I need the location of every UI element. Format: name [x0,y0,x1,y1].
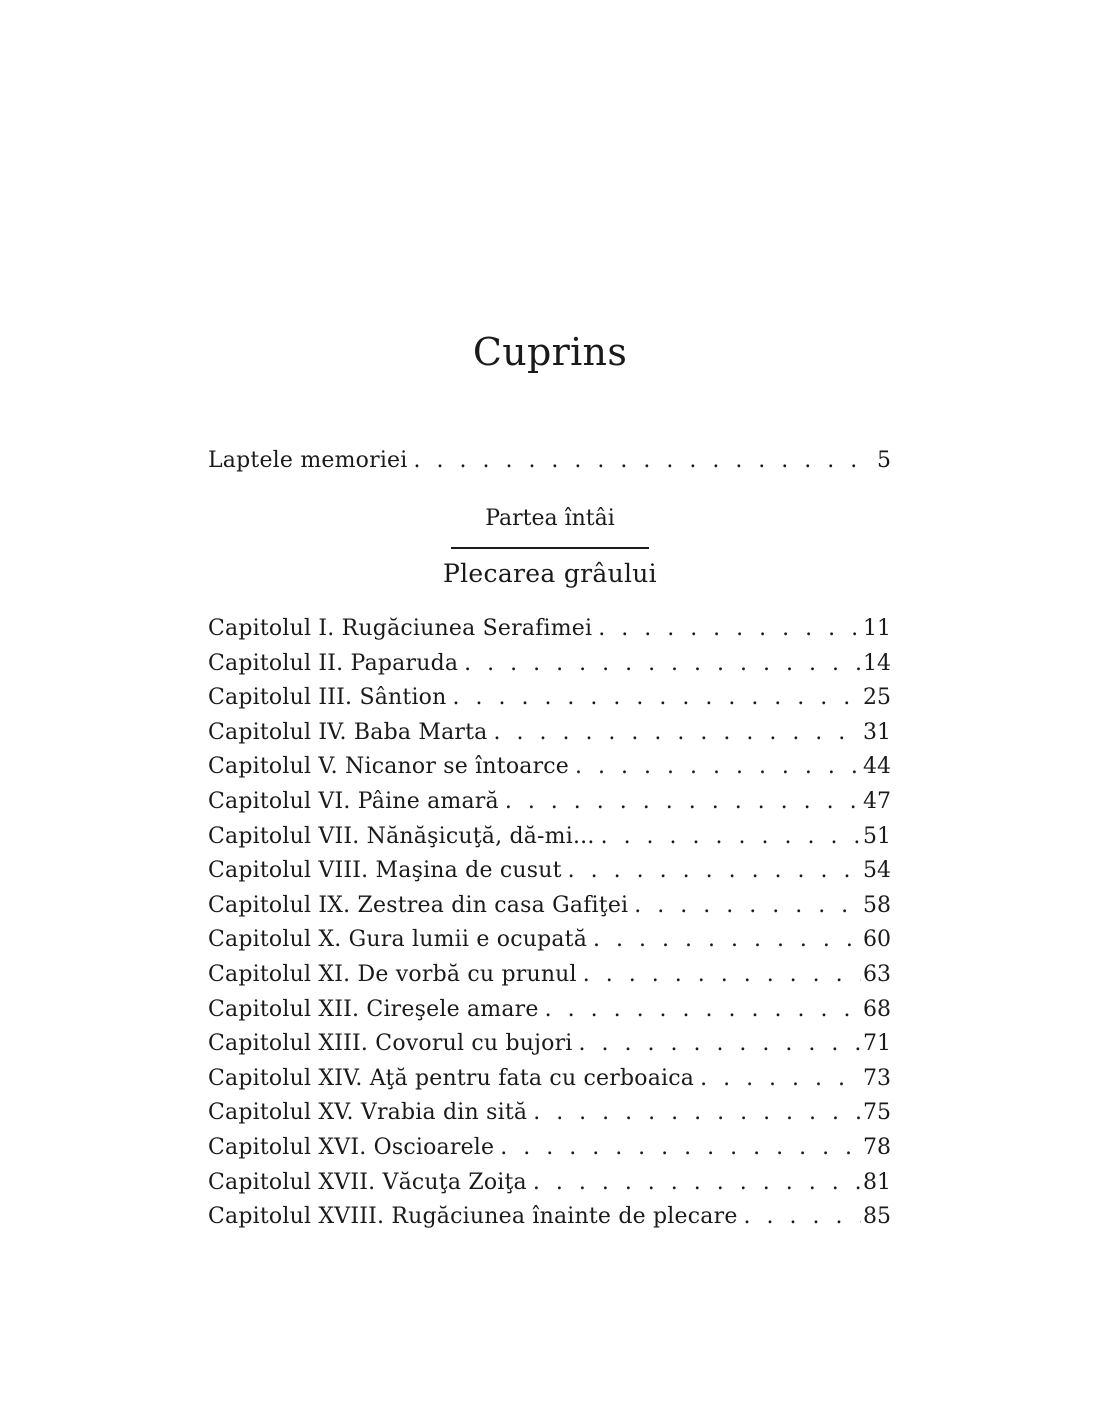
toc-entry-title: Capitolul VI. Pâine amară [208,788,499,814]
toc-entry[interactable] [208,958,891,993]
toc-entry[interactable] [208,820,891,855]
toc-entry-page: 68 [863,996,891,1022]
dot-leader [505,785,861,820]
dot-leader [533,1166,861,1201]
toc-entry[interactable] [208,1062,891,1097]
toc-entry-page: 85 [863,1204,891,1230]
toc-entry-title: Capitolul X. Gura lumii e ocupată [208,927,588,953]
toc-entry-title: Capitolul VIII. Maşina de cusut [208,858,562,884]
toc-entry[interactable] [208,1131,891,1166]
toc-entry-title: Capitolul XIV. Aţă pentru fata cu cerboaica [208,1065,695,1091]
toc-entry-page: 44 [863,754,891,780]
toc-entry[interactable] [208,785,891,820]
toc-entry-page: 54 [863,858,891,884]
toc-entry-page: 71 [863,1031,891,1057]
toc-entry[interactable] [208,681,891,716]
part-label: Partea întâi [485,506,615,531]
toc-entry[interactable] [208,444,891,479]
toc-entry-title: Capitolul XV. Vrabia din sită [208,1100,528,1126]
toc-entry-page: 25 [863,685,891,711]
toc-entry[interactable] [208,1096,891,1131]
dot-leader [593,923,861,958]
toc-entry[interactable] [208,750,891,785]
toc-entry[interactable] [208,647,891,682]
toc-entry-page: 73 [863,1065,891,1091]
toc-entry-title: Capitolul II. Paparuda [208,650,459,676]
toc-entry-title: Capitolul I. Rugăciunea Serafimei [208,616,593,641]
toc-entry-page: 81 [863,1169,891,1195]
dot-leader [453,681,862,716]
toc-entry-title: Capitolul XVIII. Rugăciunea înainte de plecare [208,1204,738,1230]
dot-leader [494,716,862,751]
dot-leader [700,1062,861,1097]
toc-entry[interactable] [208,854,891,889]
toc-entry[interactable] [208,1027,891,1062]
toc-intro [208,444,891,479]
toc-entry-page: 51 [863,823,891,849]
toc-entry-title: Capitolul III. Sântion [208,685,447,711]
dot-leader [575,750,861,785]
dot-leader [598,612,861,647]
toc-entry-title: Laptele memoriei [208,448,408,473]
toc-entry-page: 5 [877,448,891,473]
dot-leader [744,1200,861,1235]
page-title: Cuprins [472,330,628,374]
dot-leader [414,444,875,479]
toc-entry[interactable] [208,993,891,1028]
dot-leader [464,647,861,682]
dot-leader [533,1096,861,1131]
toc-entry-page: 14 [863,650,891,676]
dot-leader [568,854,861,889]
toc-entry[interactable] [208,1200,891,1235]
toc-entry-title: Capitolul IX. Zestrea din casa Gafiţei [208,892,629,918]
dot-leader [583,958,861,993]
toc-entry-page: 63 [863,961,891,987]
toc-entry-title: Capitolul V. Nicanor se întoarce [208,754,570,780]
toc-entry[interactable] [208,612,891,647]
toc-entry-title: Capitolul IV. Baba Marta [208,719,488,745]
part-title: Plecarea grâului [443,559,657,588]
toc-entry[interactable] [208,923,891,958]
toc-entry[interactable] [208,1166,891,1201]
toc-entry[interactable] [208,889,891,924]
toc-entry-title: Capitolul XIII. Covorul cu bujori [208,1031,573,1057]
toc-entry-page: 58 [863,892,891,918]
toc-entry-title: Capitolul XVI. Oscioarele [208,1134,495,1160]
toc-entry-title: Capitolul XVII. Văcuţa Zoiţa [208,1169,527,1195]
dot-leader [545,993,861,1028]
part-divider [451,547,649,549]
toc-entry-page: 47 [863,788,891,814]
toc-entry-page: 60 [863,927,891,953]
dot-leader [500,1131,861,1166]
chapter-list [208,612,891,1235]
toc-entry-page: 11 [863,616,891,641]
dot-leader [634,889,861,924]
dot-leader [601,820,861,855]
toc-entry-title: Capitolul XI. De vorbă cu prunul [208,961,577,987]
dot-leader [579,1027,861,1062]
toc-entry-page: 31 [863,719,891,745]
toc-entry-page: 78 [863,1134,891,1160]
toc-entry-title: Capitolul VII. Nănăşicuţă, dă-mi... [208,823,595,849]
toc-entry-page: 75 [863,1100,891,1126]
toc-entry-title: Capitolul XII. Cireşele amare [208,996,539,1022]
toc-entry[interactable] [208,716,891,751]
